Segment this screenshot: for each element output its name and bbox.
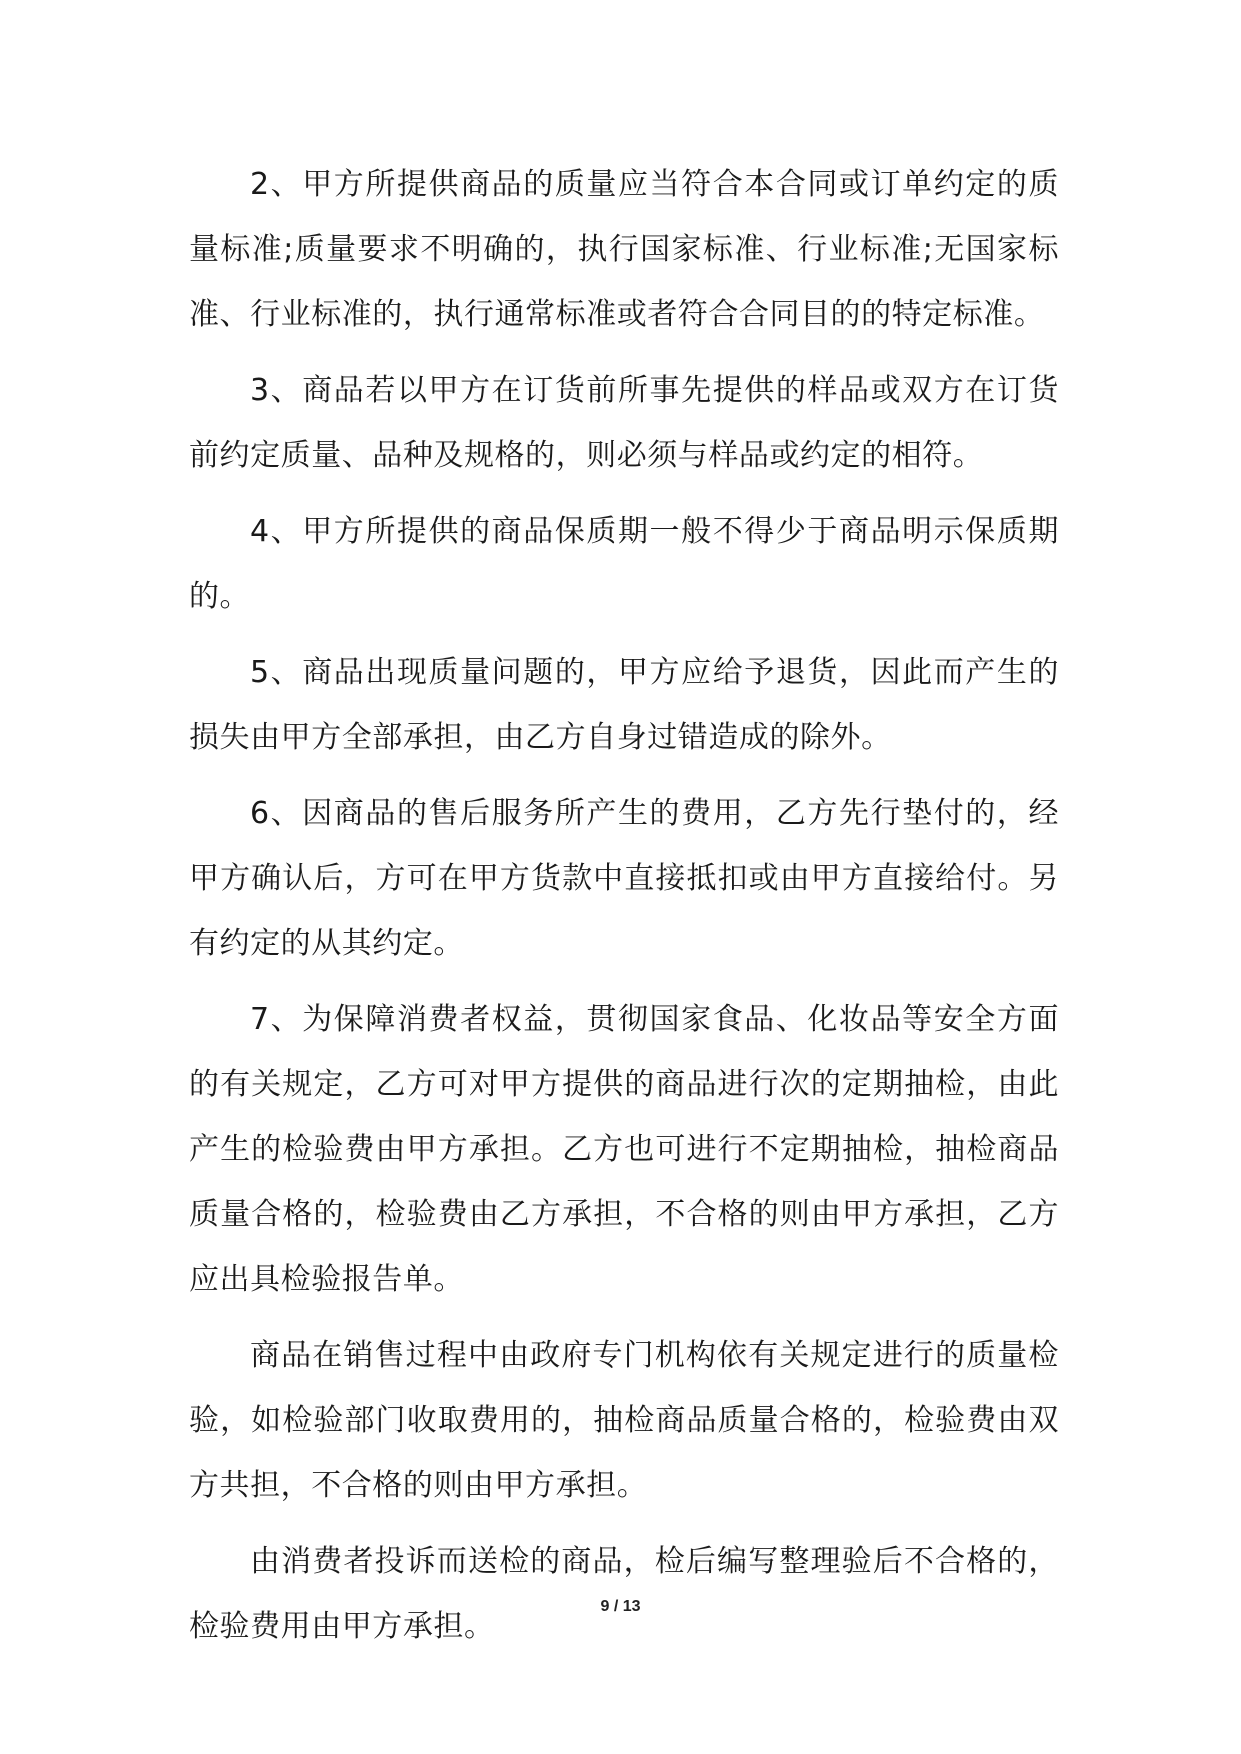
inspection-paragraph: 商品在销售过程中由政府专门机构依有关规定进行的质量检验，如检验部门收取费用的，抽检商品质量合格的，检验费由双方共担，不合格的则由甲方承担。 [189, 1338, 1059, 1503]
clause-paragraph-3: 3、商品若以甲方在订货前所事先提供的样品或双方在订货前约定质量、品种及规格的，则必须与样品或约定的相符。 [189, 373, 1059, 473]
clause-paragraph-2: 2、甲方所提供商品的质量应当符合本合同或订单约定的质量标准;质量要求不明确的，执行国家标准、行业标准;无国家标准、行业标准的，执行通常标准或者符合合同目的的特定标准。 [189, 167, 1059, 332]
page-number: 9 / 13 [600, 1598, 641, 1615]
clause-paragraph-5: 5、商品出现质量问题的，甲方应给予退货，因此而产生的损失由甲方全部承担，由乙方自身过错造成的除外。 [189, 655, 1059, 755]
clause-paragraph-7: 7、为保障消费者权益，贯彻国家食品、化妆品等安全方面的有关规定，乙方可对甲方提供的商品进行次的定期抽检，由此产生的检验费由甲方承担。乙方也可进行不定期抽检，抽检商品质量合格的，检验费由乙方承担，不合格的则由甲方承担，乙方应出具检验报告单。 [189, 1002, 1059, 1297]
document-body [189, 152, 1059, 1670]
clause-paragraph-4: 4、甲方所提供的商品保质期一般不得少于商品明示保质期的。 [189, 514, 1059, 614]
complaint-paragraph: 由消费者投诉而送检的商品，检后编写整理验后不合格的，检验费用由甲方承担。 [189, 1544, 1059, 1644]
clause-paragraph-6: 6、因商品的售后服务所产生的费用，乙方先行垫付的，经甲方确认后，方可在甲方货款中直接抵扣或由甲方直接给付。另有约定的从其约定。 [189, 796, 1059, 961]
